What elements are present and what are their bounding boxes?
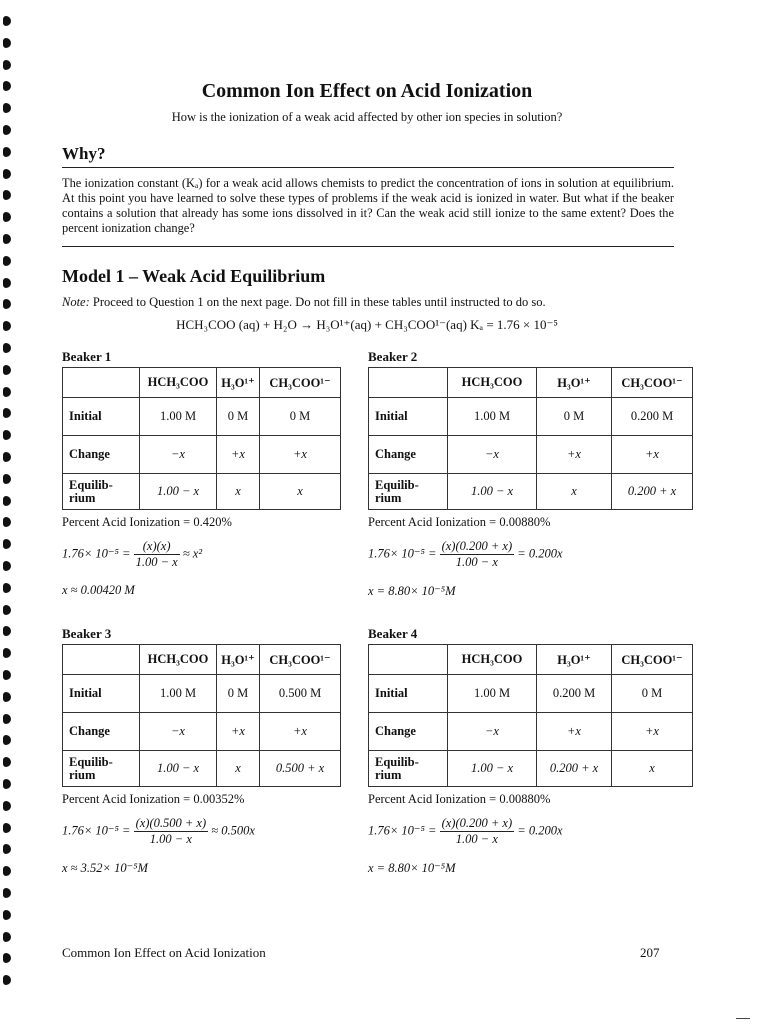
table-cell: +x — [260, 713, 341, 751]
row-label: Equilib- rium — [369, 474, 448, 510]
page-number: 207 — [640, 945, 660, 960]
table-cell: −x — [448, 713, 537, 751]
binder-hole — [3, 169, 11, 179]
beaker-label: Beaker 1 — [62, 349, 112, 364]
row-label: Equilib- rium — [63, 751, 140, 787]
table-cell: 1.00 − x — [448, 474, 537, 510]
table-cell: +x — [537, 436, 612, 474]
table-cell: +x — [217, 436, 260, 474]
binder-hole — [3, 670, 11, 680]
corner-cell — [63, 645, 140, 675]
calc-lhs: 1.76× 10⁻⁵ = — [368, 823, 437, 838]
table-cell: x — [260, 474, 341, 510]
binder-hole — [3, 430, 11, 440]
note-text: Proceed to Question 1 on the next page. Do not fill in these tables until instructed to do so. — [89, 295, 546, 309]
calc-lhs: 1.76× 10⁻⁵ = — [62, 823, 131, 838]
table-cell: +x — [612, 436, 693, 474]
column-header: H₃O¹⁺ — [217, 645, 260, 675]
binder-hole — [3, 888, 11, 898]
x-result: x = 8.80× 10⁻⁵M — [368, 861, 456, 875]
table-cell: −x — [140, 713, 217, 751]
binder-hole — [3, 278, 11, 288]
footer-title: Common Ion Effect on Acid Ionization — [62, 945, 266, 960]
row-label: Initial — [63, 675, 140, 713]
binder-hole — [3, 975, 11, 985]
table-cell: −x — [448, 436, 537, 474]
table-row — [63, 436, 341, 474]
fraction-denominator: 1.00 − x — [455, 555, 498, 569]
table-row — [369, 713, 693, 751]
calc-rhs: ≈ x² — [182, 546, 203, 561]
beaker-table — [368, 644, 693, 787]
table-cell: −x — [140, 436, 217, 474]
x-result: x ≈ 0.00420 M — [62, 583, 135, 597]
table-cell: 0.200 M — [612, 398, 693, 436]
binder-holes — [0, 0, 20, 1024]
ka-calculation — [368, 539, 563, 570]
binder-hole — [3, 496, 11, 506]
column-header: CH₃COO¹⁻ — [612, 645, 693, 675]
table-cell: 1.00 M — [448, 398, 537, 436]
binder-hole — [3, 626, 11, 636]
column-header: HCH₃COO — [140, 645, 217, 675]
corner-cell — [369, 645, 448, 675]
corner-cell — [63, 368, 140, 398]
row-label: Change — [369, 436, 448, 474]
binder-hole — [3, 38, 11, 48]
table-cell: 1.00 M — [448, 675, 537, 713]
ka-calculation — [62, 816, 255, 847]
binder-hole — [3, 735, 11, 745]
binder-hole — [3, 539, 11, 549]
table-cell: +x — [612, 713, 693, 751]
beaker-table — [368, 367, 693, 510]
column-header: CH₃COO¹⁻ — [260, 645, 341, 675]
table-cell: 0.500 M — [260, 675, 341, 713]
binder-hole — [3, 692, 11, 702]
table-row — [369, 398, 693, 436]
table-cell: x — [217, 751, 260, 787]
table-cell: 0.500 + x — [260, 751, 341, 787]
page-title: Common Ion Effect on Acid Ionization — [201, 80, 533, 102]
divider — [62, 167, 674, 168]
row-label: Equilib- rium — [63, 474, 140, 510]
binder-hole — [3, 517, 11, 527]
binder-hole — [3, 147, 11, 157]
beaker-label: Beaker 3 — [62, 626, 112, 641]
column-header: HCH₃COO — [448, 368, 537, 398]
binder-hole — [3, 583, 11, 593]
fraction — [440, 539, 515, 570]
percent-ionization: Percent Acid Ionization = 0.00880% — [368, 792, 551, 806]
table-cell: 0.200 M — [537, 675, 612, 713]
binder-hole — [3, 866, 11, 876]
percent-ionization: Percent Acid Ionization = 0.420% — [62, 515, 232, 529]
fraction-numerator: (x)(x) — [134, 539, 180, 555]
row-label: Initial — [369, 398, 448, 436]
binder-hole — [3, 365, 11, 375]
binder-hole — [3, 648, 11, 658]
binder-hole — [3, 408, 11, 418]
beaker-table — [62, 367, 341, 510]
beaker-label: Beaker 4 — [368, 626, 418, 641]
calc-rhs: = 0.200x — [517, 546, 563, 561]
table-row — [63, 645, 341, 675]
table-cell: 1.00 − x — [140, 474, 217, 510]
table-row — [369, 645, 693, 675]
binder-hole — [3, 932, 11, 942]
binder-hole — [3, 256, 11, 266]
table-row — [63, 474, 341, 510]
table-row — [369, 436, 693, 474]
fraction — [134, 816, 209, 847]
binder-hole — [3, 561, 11, 571]
table-cell: 1.00 M — [140, 398, 217, 436]
table-cell: 1.00 − x — [140, 751, 217, 787]
x-result: x = 8.80× 10⁻⁵M — [368, 584, 456, 598]
model-title: Model 1 – Weak Acid Equilibrium — [62, 266, 326, 286]
binder-hole — [3, 953, 11, 963]
column-header: H₃O¹⁺ — [537, 645, 612, 675]
model-note — [62, 295, 546, 310]
table-cell: 0 M — [612, 675, 693, 713]
table-row — [369, 474, 693, 510]
percent-ionization: Percent Acid Ionization = 0.00880% — [368, 515, 551, 529]
fraction-numerator: (x)(0.200 + x) — [441, 816, 513, 830]
row-label: Change — [63, 436, 140, 474]
table-row — [369, 751, 693, 787]
binder-hole — [3, 844, 11, 854]
beaker-label: Beaker 2 — [368, 349, 418, 364]
column-header: CH₃COO¹⁻ — [260, 368, 341, 398]
table-row — [63, 398, 341, 436]
table-row — [63, 368, 341, 398]
why-heading: Why? — [62, 144, 106, 163]
table-cell: 0 M — [260, 398, 341, 436]
row-label: Initial — [63, 398, 140, 436]
binder-hole — [3, 299, 11, 309]
column-header: H₃O¹⁺ — [537, 368, 612, 398]
divider — [62, 246, 674, 247]
column-header: H₃O¹⁺ — [217, 368, 260, 398]
table-cell: x — [612, 751, 693, 787]
row-label: Initial — [369, 675, 448, 713]
calc-lhs: 1.76× 10⁻⁵ = — [368, 546, 437, 561]
table-cell: 0 M — [537, 398, 612, 436]
fraction — [134, 539, 180, 570]
binder-hole — [3, 714, 11, 724]
page-subtitle: How is the ionization of a weak acid affected by other ion species in solution? — [171, 110, 563, 124]
column-header: HCH₃COO — [448, 645, 537, 675]
corner-mark — [736, 1018, 750, 1019]
column-header: CH₃COO¹⁻ — [612, 368, 693, 398]
binder-hole — [3, 16, 11, 26]
fraction-denominator: 1.00 − x — [149, 832, 192, 846]
note-label: Note: — [62, 295, 90, 309]
calc-rhs: = 0.200x — [517, 823, 563, 838]
table-cell: 0.200 + x — [612, 474, 693, 510]
percent-ionization: Percent Acid Ionization = 0.00352% — [62, 792, 245, 806]
calc-lhs: 1.76× 10⁻⁵ = — [62, 546, 131, 561]
binder-hole — [3, 60, 11, 70]
fraction-numerator: (x)(0.500 + x) — [135, 816, 207, 830]
calc-rhs: ≈ 0.500x — [211, 823, 255, 838]
binder-hole — [3, 452, 11, 462]
binder-hole — [3, 125, 11, 135]
ka-calculation — [368, 816, 563, 847]
row-label: Equilib- rium — [369, 751, 448, 787]
row-label: Change — [63, 713, 140, 751]
table-cell: x — [537, 474, 612, 510]
table-cell: +x — [260, 436, 341, 474]
binder-hole — [3, 910, 11, 920]
fraction-numerator: (x)(0.200 + x) — [441, 539, 513, 553]
binder-hole — [3, 234, 11, 244]
table-cell: 0 M — [217, 398, 260, 436]
binder-hole — [3, 387, 11, 397]
binder-hole — [3, 605, 11, 615]
row-label: Change — [369, 713, 448, 751]
binder-hole — [3, 823, 11, 833]
binder-hole — [3, 801, 11, 811]
table-cell: +x — [217, 713, 260, 751]
table-row — [63, 675, 341, 713]
ka-calculation — [62, 539, 202, 570]
column-header: HCH₃COO — [140, 368, 217, 398]
binder-hole — [3, 474, 11, 484]
binder-hole — [3, 190, 11, 200]
beaker-table — [62, 644, 341, 787]
table-cell: 1.00 − x — [448, 751, 537, 787]
reaction-equation: HCH₃COO (aq) + H₂O → H₃O¹⁺(aq) + CH₃COO¹⁻(aq) Kₐ = 1.76 × 10⁻⁵ — [176, 317, 558, 332]
table-row — [369, 675, 693, 713]
fraction-denominator: 1.00 − x — [135, 555, 178, 569]
table-cell: x — [217, 474, 260, 510]
binder-hole — [3, 212, 11, 222]
why-body: The ionization constant (Kₐ) for a weak acid allows chemists to predict the concentration of ions in solution at equilibrium. At this point you have learned to solve these types of problems if the weak acid is ionized in water. But what if the beaker contains a solution that already has some ions dissolved in it? Can the weak acid still ionize to the same extent? Does the percent ionization change? — [62, 176, 674, 235]
fraction — [440, 816, 515, 847]
binder-hole — [3, 757, 11, 767]
corner-cell — [369, 368, 448, 398]
table-row — [369, 368, 693, 398]
binder-hole — [3, 343, 11, 353]
binder-hole — [3, 779, 11, 789]
table-cell: +x — [537, 713, 612, 751]
x-result: x ≈ 3.52× 10⁻⁵M — [62, 861, 148, 875]
table-cell: 0 M — [217, 675, 260, 713]
table-cell: 1.00 M — [140, 675, 217, 713]
table-cell: 0.200 + x — [537, 751, 612, 787]
table-row — [63, 713, 341, 751]
table-row — [63, 751, 341, 787]
fraction-denominator: 1.00 − x — [455, 832, 498, 846]
